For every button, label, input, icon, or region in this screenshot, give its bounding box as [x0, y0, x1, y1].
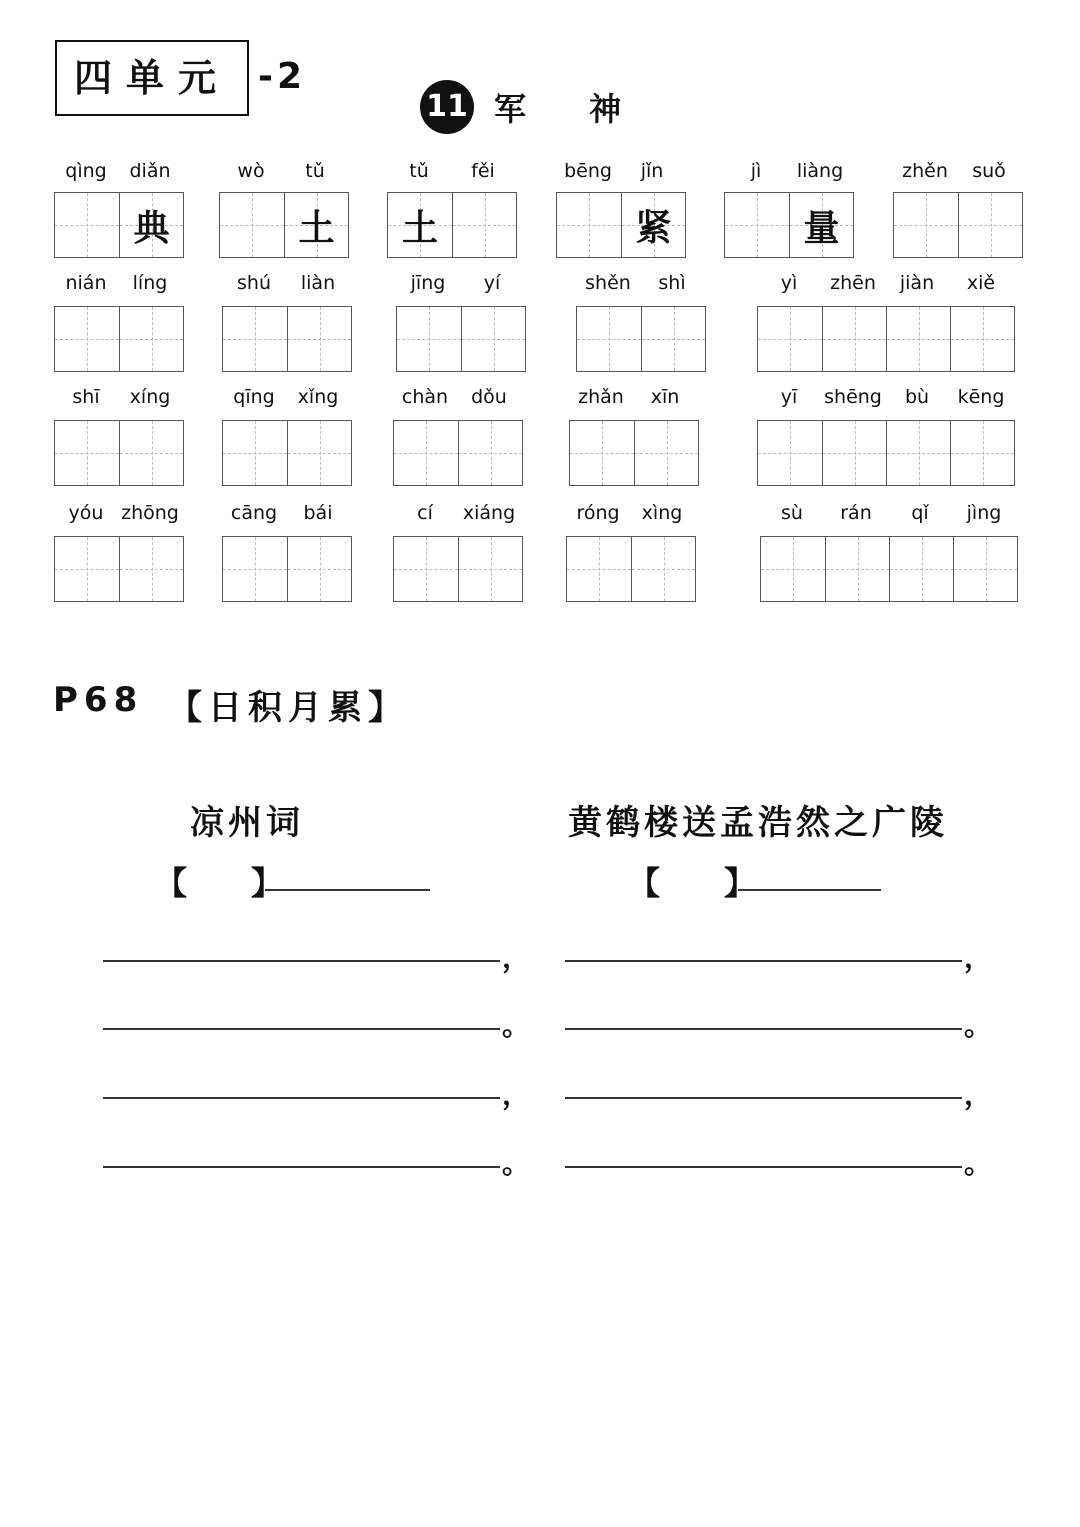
writing-grid — [54, 536, 184, 602]
line-punctuation: ， — [964, 1078, 993, 1111]
pinyin-label: sù — [781, 502, 803, 524]
writing-cell-blank[interactable] — [825, 537, 889, 601]
pinyin-label: chàn — [401, 386, 449, 408]
pinyin-label: shú — [237, 272, 271, 294]
pinyin-label: jì — [750, 160, 762, 182]
poem-line-blank[interactable] — [103, 1166, 500, 1168]
writing-grid — [566, 536, 696, 602]
pinyin-label: tǔ — [305, 160, 325, 182]
writing-cell-blank[interactable] — [950, 421, 1014, 485]
lesson-number-badge: 11 — [420, 80, 474, 134]
writing-grid — [222, 420, 352, 486]
pinyin-label: yóu — [68, 502, 104, 524]
writing-cell-filled[interactable] — [284, 193, 348, 257]
writing-cell-blank[interactable] — [55, 193, 119, 257]
writing-grid — [396, 306, 526, 372]
pinyin-label: qǐ — [911, 502, 929, 524]
given-character: 土 — [401, 206, 438, 249]
writing-grid — [222, 536, 352, 602]
writing-cell-blank[interactable] — [458, 537, 522, 601]
writing-grid — [387, 192, 517, 258]
pinyin-label: jìng — [966, 502, 1002, 524]
pinyin-label: liàn — [300, 272, 336, 294]
pinyin-label: cí — [417, 502, 433, 524]
writing-grid — [724, 192, 854, 258]
writing-cell-blank[interactable] — [287, 537, 351, 601]
writing-cell-blank[interactable] — [641, 307, 705, 371]
writing-cell-blank[interactable] — [119, 307, 183, 371]
poem-title: 黄鹤楼送孟浩然之广陵 — [568, 803, 948, 843]
pinyin-label: bù — [904, 386, 930, 408]
writing-cell-blank[interactable] — [886, 307, 950, 371]
writing-cell-blank[interactable] — [631, 537, 695, 601]
poem-title: 凉州词 — [190, 803, 304, 843]
writing-cell-filled[interactable] — [621, 193, 685, 257]
poem-line-blank[interactable] — [565, 1028, 962, 1030]
writing-cell-blank[interactable] — [886, 421, 950, 485]
dynasty-bracket[interactable]: 【 】 — [155, 864, 284, 902]
pinyin-label: tǔ — [409, 160, 429, 182]
pinyin-label: wò — [237, 160, 265, 182]
pinyin-label: suǒ — [972, 160, 1006, 182]
pinyin-label: shēng — [824, 386, 882, 408]
writing-cell-blank[interactable] — [287, 421, 351, 485]
writing-cell-blank[interactable] — [950, 307, 1014, 371]
pinyin-label: xǐng — [297, 386, 339, 408]
writing-cell-blank[interactable] — [894, 193, 958, 257]
writing-cell-blank[interactable] — [55, 307, 119, 371]
writing-cell-blank[interactable] — [394, 537, 458, 601]
writing-grid — [760, 536, 1018, 602]
given-character: 量 — [803, 206, 840, 249]
writing-cell-blank[interactable] — [889, 537, 953, 601]
writing-cell-blank[interactable] — [287, 307, 351, 371]
pinyin-label: jǐn — [640, 160, 664, 182]
writing-cell-blank[interactable] — [220, 193, 284, 257]
dynasty-bracket[interactable]: 【 】 — [628, 864, 757, 902]
writing-cell-blank[interactable] — [223, 307, 287, 371]
writing-cell-blank[interactable] — [394, 421, 458, 485]
pinyin-label: shì — [658, 272, 686, 294]
pinyin-label: qìng — [65, 160, 107, 182]
pinyin-label: bái — [303, 502, 333, 524]
pinyin-label: cāng — [230, 502, 278, 524]
given-character: 典 — [133, 206, 170, 249]
page-reference: P68 — [53, 680, 144, 720]
pinyin-label: shěn — [585, 272, 631, 294]
pinyin-label: jīng — [410, 272, 446, 294]
poem-line-blank[interactable] — [565, 1097, 962, 1099]
writing-grid — [893, 192, 1023, 258]
writing-cell-blank[interactable] — [570, 421, 634, 485]
given-character: 紧 — [635, 206, 672, 249]
unit-label-box: 四单元 — [55, 40, 249, 116]
line-punctuation: 。 — [502, 1147, 531, 1180]
section-title: 【日积月累】 — [168, 688, 408, 728]
writing-cell-blank[interactable] — [452, 193, 516, 257]
writing-cell-blank[interactable] — [577, 307, 641, 371]
pinyin-label: dǒu — [471, 386, 507, 408]
writing-cell-blank[interactable] — [725, 193, 789, 257]
pinyin-label: zhǎn — [578, 386, 624, 408]
pinyin-label: jiàn — [899, 272, 935, 294]
writing-cell-blank[interactable] — [958, 193, 1022, 257]
writing-cell-blank[interactable] — [822, 421, 886, 485]
writing-cell-filled[interactable] — [789, 193, 853, 257]
line-punctuation: 。 — [964, 1147, 993, 1180]
writing-cell-blank[interactable] — [758, 421, 822, 485]
writing-grid — [569, 420, 699, 486]
writing-cell-blank[interactable] — [223, 537, 287, 601]
unit-suffix: -2 — [258, 56, 306, 97]
pinyin-label: xìng — [641, 502, 683, 524]
pinyin-label: xiáng — [462, 502, 516, 524]
lesson-title: 军 神 — [494, 90, 648, 128]
pinyin-label: liàng — [796, 160, 844, 182]
pinyin-label: nián — [65, 272, 107, 294]
writing-grid — [54, 420, 184, 486]
line-punctuation: ， — [964, 941, 993, 974]
pinyin-label: zhōng — [121, 502, 179, 524]
pinyin-label: yí — [483, 272, 501, 294]
writing-cell-blank[interactable] — [634, 421, 698, 485]
writing-cell-blank[interactable] — [758, 307, 822, 371]
pinyin-label: xiě — [966, 272, 996, 294]
writing-grid — [393, 536, 523, 602]
writing-cell-blank[interactable] — [953, 537, 1017, 601]
poem-line-blank[interactable] — [565, 1166, 962, 1168]
line-punctuation: 。 — [502, 1009, 531, 1042]
pinyin-label: diǎn — [129, 160, 171, 182]
writing-cell-blank[interactable] — [119, 537, 183, 601]
writing-grid — [54, 306, 184, 372]
writing-cell-blank[interactable] — [458, 421, 522, 485]
writing-cell-blank[interactable] — [557, 193, 621, 257]
given-character: 土 — [298, 206, 335, 249]
writing-cell-blank[interactable] — [567, 537, 631, 601]
writing-grid — [222, 306, 352, 372]
writing-grid — [219, 192, 349, 258]
pinyin-label: róng — [576, 502, 620, 524]
pinyin-label: fěi — [471, 160, 495, 182]
writing-grid — [757, 420, 1015, 486]
writing-grid — [757, 306, 1015, 372]
writing-cell-blank[interactable] — [223, 421, 287, 485]
writing-grid — [576, 306, 706, 372]
writing-cell-blank[interactable] — [822, 307, 886, 371]
line-punctuation: ， — [502, 1078, 531, 1111]
pinyin-label: xīn — [650, 386, 680, 408]
author-blank-line[interactable] — [738, 889, 881, 891]
line-punctuation: 。 — [964, 1009, 993, 1042]
writing-cell-filled[interactable] — [388, 193, 452, 257]
writing-cell-blank[interactable] — [119, 421, 183, 485]
pinyin-label: zhěn — [902, 160, 948, 182]
pinyin-label: yī — [780, 386, 798, 408]
pinyin-label: qīng — [233, 386, 275, 408]
poem-line-blank[interactable] — [103, 960, 500, 962]
poem-line-blank[interactable] — [103, 1028, 500, 1030]
writing-cell-blank[interactable] — [55, 537, 119, 601]
writing-grid — [556, 192, 686, 258]
line-punctuation: ， — [502, 941, 531, 974]
poem-line-blank[interactable] — [565, 960, 962, 962]
writing-cell-blank[interactable] — [55, 421, 119, 485]
author-blank-line[interactable] — [265, 889, 430, 891]
writing-grid — [54, 192, 184, 258]
pinyin-label: shī — [72, 386, 100, 408]
pinyin-label: líng — [132, 272, 168, 294]
writing-cell-blank[interactable] — [761, 537, 825, 601]
writing-grid — [393, 420, 523, 486]
writing-cell-blank[interactable] — [461, 307, 525, 371]
writing-cell-filled[interactable] — [119, 193, 183, 257]
pinyin-label: zhēn — [830, 272, 876, 294]
writing-cell-blank[interactable] — [397, 307, 461, 371]
pinyin-label: rán — [840, 502, 872, 524]
poem-line-blank[interactable] — [103, 1097, 500, 1099]
pinyin-label: xíng — [129, 386, 171, 408]
pinyin-label: yì — [780, 272, 798, 294]
pinyin-label: kēng — [957, 386, 1005, 408]
pinyin-label: bēng — [564, 160, 612, 182]
